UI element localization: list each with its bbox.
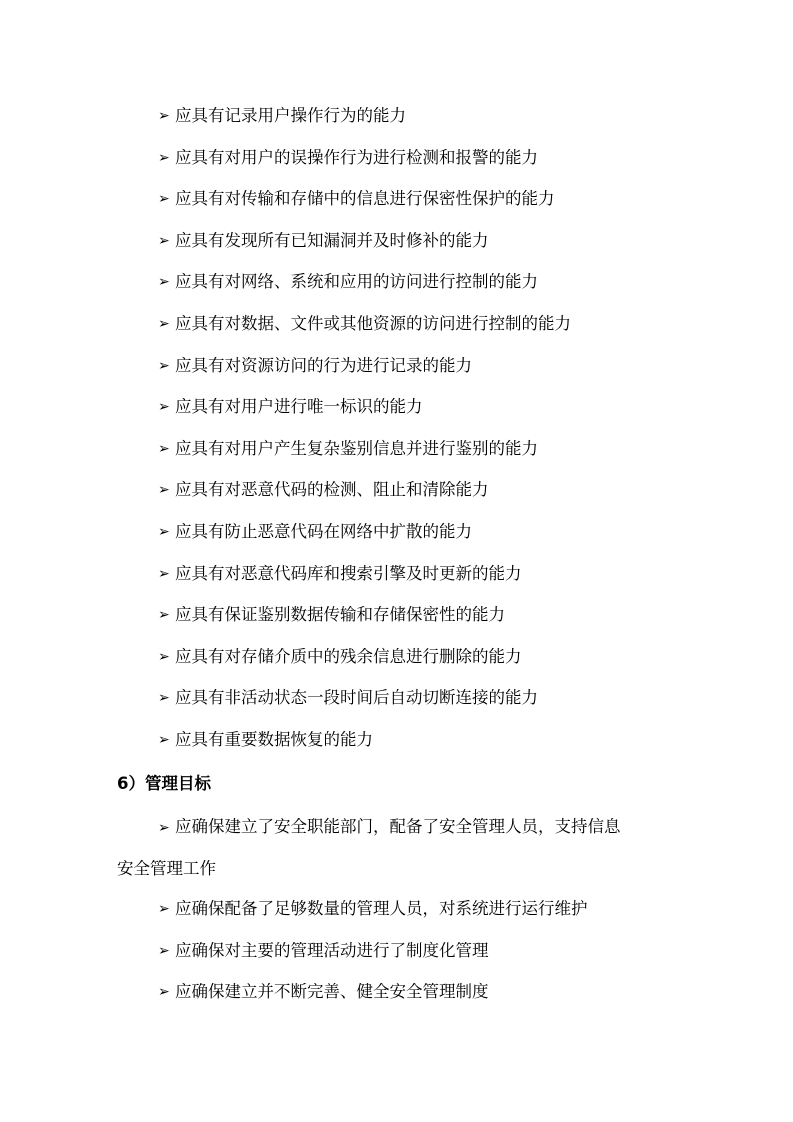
arrow-bullet-icon: ➢ [158, 149, 170, 166]
list-item [158, 395, 718, 437]
list-item-text: 应具有对数据、文件或其他资源的访问进行控制的能力 [175, 313, 571, 333]
list-item [158, 187, 718, 229]
list-item [158, 478, 718, 520]
list-item-text: 应具有对恶意代码库和搜索引擎及时更新的能力 [175, 563, 522, 583]
list-item-text: 应具有防止恶意代码在网络中扩散的能力 [175, 521, 472, 541]
list-item [158, 686, 718, 728]
list-item-text: 应具有对用户产生复杂鉴别信息并进行鉴别的能力 [175, 438, 538, 458]
list-item-text: 应具有记录用户操作行为的能力 [175, 106, 406, 125]
list-item-text: 应确保对主要的管理活动进行了制度化管理 [175, 940, 489, 960]
list-item [158, 562, 718, 604]
list-item [158, 312, 718, 354]
list-item [158, 437, 718, 479]
management-list [158, 897, 718, 1022]
list-item [158, 354, 718, 396]
arrow-bullet-icon: ➢ [158, 648, 170, 665]
list-item-text: 应具有对资源访问的行为进行记录的能力 [175, 355, 472, 375]
arrow-bullet-icon: ➢ [158, 901, 170, 917]
management-item-first-line [117, 815, 677, 857]
list-item [158, 270, 718, 312]
management-item-continuation: 安全管理工作 [117, 859, 216, 878]
arrow-bullet-icon: ➢ [158, 274, 170, 291]
arrow-bullet-icon: ➢ [158, 523, 170, 540]
list-item [158, 980, 718, 1022]
arrow-bullet-icon: ➢ [158, 607, 170, 624]
list-item [158, 728, 718, 770]
arrow-bullet-icon: ➢ [158, 942, 170, 959]
section-heading: 6）管理目标 [117, 774, 211, 793]
list-item [158, 603, 718, 645]
list-item-text: 应具有对用户的误操作行为进行检测和报警的能力 [175, 147, 538, 167]
list-item-text: 应具有重要数据恢复的能力 [175, 729, 373, 749]
list-item-text: 应具有对恶意代码的检测、阻止和清除能力 [175, 480, 489, 500]
list-item-text: 应具有对存储介质中的残余信息进行删除的能力 [175, 646, 522, 666]
arrow-bullet-icon: ➢ [158, 690, 170, 707]
list-item-text: 应具有对传输和存储中的信息进行保密性保护的能力 [175, 189, 555, 209]
arrow-bullet-icon: ➢ [158, 731, 170, 748]
list-item [158, 939, 718, 981]
arrow-bullet-icon: ➢ [158, 820, 170, 836]
list-item [158, 897, 718, 939]
list-item-text: 应具有对网络、系统和应用的访问进行控制的能力 [175, 272, 538, 292]
list-item [158, 146, 718, 188]
arrow-bullet-icon: ➢ [158, 315, 170, 332]
list-item-text: 应具有非活动状态一段时间后自动切断连接的能力 [175, 688, 538, 708]
arrow-bullet-icon: ➢ [158, 482, 170, 499]
list-item [158, 645, 718, 687]
list-item-text: 应确保建立了安全职能部门，配备了安全管理人员，支持信息 [175, 817, 621, 836]
list-item [158, 229, 718, 271]
arrow-bullet-icon: ➢ [158, 108, 170, 124]
list-item [158, 520, 718, 562]
list-item-text: 应具有保证鉴别数据传输和存储保密性的能力 [175, 605, 505, 625]
list-item-text: 应具有发现所有已知漏洞并及时修补的能力 [175, 230, 489, 250]
list-item-text: 应确保配备了足够数量的管理人员，对系统进行运行维护 [175, 899, 588, 918]
list-item-text: 应确保建立并不断完善、健全安全管理制度 [175, 982, 489, 1002]
list-item-text: 应具有对用户进行唯一标识的能力 [175, 397, 423, 417]
capability-list [158, 104, 718, 770]
management-item-wrapped [117, 815, 677, 881]
arrow-bullet-icon: ➢ [158, 565, 170, 582]
arrow-bullet-icon: ➢ [158, 399, 170, 416]
arrow-bullet-icon: ➢ [158, 440, 170, 457]
arrow-bullet-icon: ➢ [158, 232, 170, 249]
arrow-bullet-icon: ➢ [158, 357, 170, 374]
arrow-bullet-icon: ➢ [158, 191, 170, 208]
list-item [158, 104, 718, 146]
arrow-bullet-icon: ➢ [158, 984, 170, 1001]
